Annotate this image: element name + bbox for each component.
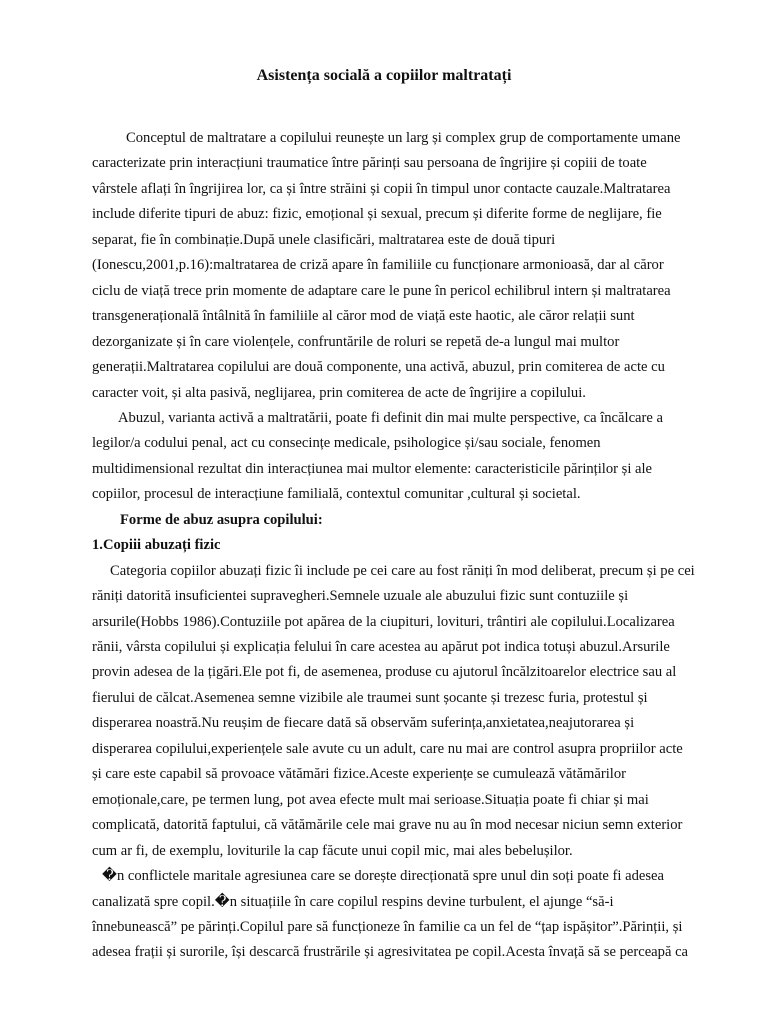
paragraph-line: ciclu de viață trece prin momente de adaptare care le pune în pericol echilibrul intern și maltratarea — [92, 282, 671, 299]
paragraph-line: vârstele aflați în îngrijirea lor, ca și între străini și copii în timpul unor contacte cauzale.Maltratarea — [92, 180, 671, 197]
paragraph-line: disperarea noastră.Nu reușim de fiecare dată să observăm suferința,anxietatea,neajutorarea și — [92, 715, 635, 732]
paragraph-line: copiilor, procesul de interacțiune familială, contextul comunitar ,cultural și societal. — [92, 486, 581, 503]
paragraph-line: Categoria copiilor abuzați fizic îi include pe cei care au fost răniți în mod deliberat, precum și pe cei — [110, 562, 695, 579]
paragraph-line: legilor/a codului penal, act cu consecințe medicale, psihologice și/sau sociale, fenomen — [92, 435, 601, 452]
paragraph-line: canalizată spre copil.�n situațiile în care copilul respins devine turbulent, el ajunge “să-i — [92, 893, 614, 910]
paragraph-line: cum ar fi, de exemplu, loviturile la cap făcute unui copil mic, mai ales bebelușilor. — [92, 842, 573, 859]
paragraph-line: fierului de călcat.Asemenea semne vizibile ale traumei sunt șocante și trezesc furia, protestul și — [92, 689, 648, 706]
paragraph-line: și care este capabil să provoace vătămări fizice.Aceste experiențe se cumulează vătămărilor — [92, 766, 626, 783]
paragraph-line: dezorganizate și în care violențele, confruntările de roluri se repetă de-a lungul mai multor — [92, 333, 620, 350]
paragraph-line: răniți datorită insuficientei supravegheri.Semnele uzuale ale abuzului fizic sunt contuziile și — [92, 588, 629, 605]
paragraph-line: (Ionescu,2001,p.16):maltratarea de criză apare în familiile cu funcționare armonioasă, dar al căror — [92, 257, 664, 274]
paragraph-line: caracterizate prin interacțiuni traumatice între părinți sau persoana de îngrijire și copiii de toate — [92, 155, 647, 172]
paragraph-line: caracter voit, și alta pasivă, neglijarea, prin comiterea de acte de îngrijire a copilului. — [92, 384, 586, 401]
paragraph-line: complicată, datorită faptului, că vătămările cele mai grave nu au în mod necesar niciun semn exterior — [92, 817, 683, 834]
paragraph-line: generații.Maltratarea copilului are două componente, una activă, abuzul, prin comiterea de acte cu — [92, 359, 665, 375]
paragraph-line: separat, fie în combinație.După unele clasificări, maltratarea este de două tipuri — [92, 231, 556, 248]
paragraph-line: disperarea copilului,experiențele sale avute cu un adult, care nu mai are control asupra propriilor acte — [92, 740, 683, 757]
paragraph-line: rănii, vârsta copilului și explicația felului în care acestea au apărut pot indica totuși abuzul.Arsurile — [92, 639, 670, 655]
paragraph-line: Abuzul, varianta activă a maltratării, poate fi definit din mai multe perspective, ca încălcare a — [118, 409, 663, 426]
paragraph-line: multidimensional rezultat din interacțiunea mai multor elemente: caracteristicile părinților și ale — [92, 460, 653, 477]
paragraph-line: emoționale,care, pe termen lung, pot avea efecte mult mai serioase.Situația poate fi chiar și mai — [92, 791, 649, 808]
paragraph-line: înnebunească” pe părinți.Copilul pare să funcționeze în familie ca un fel de “țap ispășitor”.Părinții, și — [92, 918, 683, 935]
paragraph-line: provin adesea de la țigări.Ele pot fi, de asemenea, produse cu ajutorul încălzitoarelor electrice sau al — [92, 664, 677, 681]
paragraph-line: �n conflictele maritale agresiunea care se dorește direcționată spre unul din soți poate fi adesea — [102, 868, 664, 884]
section-heading-line: Forme de abuz asupra copilului: — [120, 511, 323, 528]
section-heading-line: 1.Copiii abuzați fizic — [92, 537, 221, 554]
document-title: Asistența socială a copiilor maltratați — [256, 67, 512, 84]
paragraph-line: Conceptul de maltratare a copilului reunește un larg și complex grup de comportamente umane — [126, 130, 681, 146]
paragraph-line: transgenerațională întâlnită în familiile al căror mod de viață este haotic, ale căror relații sunt — [92, 308, 635, 325]
paragraph-line: include diferite tipuri de abuz: fizic, emoțional și sexual, precum și diferite forme de neglijare, fie — [92, 206, 662, 223]
paragraph-line: arsurile(Hobbs 1986).Contuziile pot apărea de la ciupituri, lovituri, trântiri ale copilului.Localizarea — [92, 613, 675, 630]
paragraph-line: adesea frații și surorile, își descarcă frustrările și agresivitatea pe copil.Acesta învață să se perceapă ca — [92, 944, 689, 961]
